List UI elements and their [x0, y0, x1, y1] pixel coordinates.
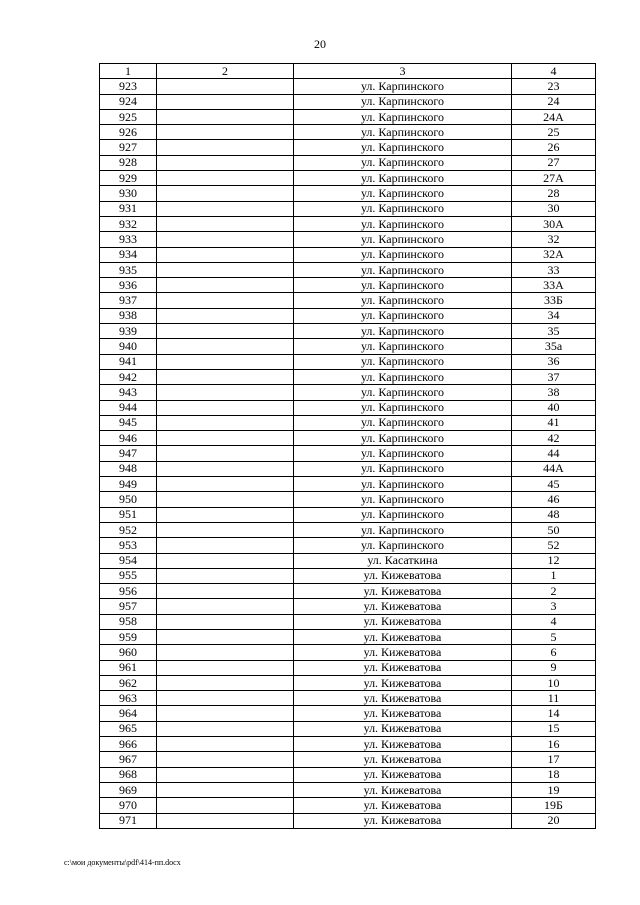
street-cell: ул. Карпинского — [294, 415, 512, 430]
house-number-cell: 33А — [512, 278, 596, 293]
empty-cell — [157, 278, 294, 293]
table-row — [100, 645, 596, 660]
row-number-cell: 960 — [100, 645, 157, 660]
street-cell: ул. Кижеватова — [294, 813, 512, 828]
table-row — [100, 782, 596, 797]
house-number-cell: 38 — [512, 385, 596, 400]
row-number-cell: 931 — [100, 201, 157, 216]
street-cell: ул. Кижеватова — [294, 767, 512, 782]
empty-cell — [157, 522, 294, 537]
table-row — [100, 614, 596, 629]
row-number-cell: 961 — [100, 660, 157, 675]
table-row — [100, 354, 596, 369]
house-number-cell: 27 — [512, 155, 596, 170]
street-cell: ул. Карпинского — [294, 385, 512, 400]
empty-cell — [157, 324, 294, 339]
table-row — [100, 813, 596, 828]
empty-cell — [157, 798, 294, 813]
house-number-cell: 15 — [512, 721, 596, 736]
table-row — [100, 706, 596, 721]
house-number-cell: 1 — [512, 568, 596, 583]
street-cell: ул. Карпинского — [294, 446, 512, 461]
table-row — [100, 216, 596, 231]
street-cell: ул. Карпинского — [294, 155, 512, 170]
empty-cell — [157, 645, 294, 660]
footer-file-path: c:\мои документы\pdf\414-пп.docx — [64, 858, 181, 867]
row-number-cell: 963 — [100, 691, 157, 706]
empty-cell — [157, 94, 294, 109]
table-row — [100, 522, 596, 537]
row-number-cell: 959 — [100, 629, 157, 644]
street-cell: ул. Карпинского — [294, 522, 512, 537]
house-number-cell: 35 — [512, 324, 596, 339]
empty-cell — [157, 752, 294, 767]
table-row — [100, 247, 596, 262]
empty-cell — [157, 385, 294, 400]
row-number-cell: 937 — [100, 293, 157, 308]
table-header-row — [100, 64, 596, 79]
street-cell: ул. Карпинского — [294, 538, 512, 553]
house-number-cell: 48 — [512, 507, 596, 522]
table-row — [100, 553, 596, 568]
row-number-cell: 934 — [100, 247, 157, 262]
empty-cell — [157, 400, 294, 415]
house-number-cell: 10 — [512, 675, 596, 690]
empty-cell — [157, 186, 294, 201]
street-cell: ул. Карпинского — [294, 308, 512, 323]
row-number-cell: 964 — [100, 706, 157, 721]
row-number-cell: 950 — [100, 492, 157, 507]
street-cell: ул. Кижеватова — [294, 798, 512, 813]
row-number-cell: 962 — [100, 675, 157, 690]
empty-cell — [157, 568, 294, 583]
table-row — [100, 79, 596, 94]
street-cell: ул. Карпинского — [294, 339, 512, 354]
row-number-cell: 967 — [100, 752, 157, 767]
row-number-cell: 945 — [100, 415, 157, 430]
street-cell: ул. Кижеватова — [294, 782, 512, 797]
house-number-cell: 9 — [512, 660, 596, 675]
row-number-cell: 958 — [100, 614, 157, 629]
house-number-cell: 34 — [512, 308, 596, 323]
row-number-cell: 952 — [100, 522, 157, 537]
street-cell: ул. Карпинского — [294, 293, 512, 308]
table-row — [100, 385, 596, 400]
house-number-cell: 32А — [512, 247, 596, 262]
table-row — [100, 584, 596, 599]
empty-cell — [157, 171, 294, 186]
table-row — [100, 369, 596, 384]
house-number-cell: 44А — [512, 461, 596, 476]
header-cell-col-4: 4 — [512, 64, 596, 79]
table-row — [100, 201, 596, 216]
empty-cell — [157, 538, 294, 553]
empty-cell — [157, 782, 294, 797]
page-number: 20 — [314, 37, 326, 51]
row-number-cell: 938 — [100, 308, 157, 323]
street-cell: ул. Карпинского — [294, 324, 512, 339]
empty-cell — [157, 721, 294, 736]
house-number-cell: 19Б — [512, 798, 596, 813]
header-cell-col-1: 1 — [100, 64, 157, 79]
house-number-cell: 28 — [512, 186, 596, 201]
street-cell: ул. Карпинского — [294, 232, 512, 247]
address-table — [99, 63, 596, 829]
table-row — [100, 507, 596, 522]
row-number-cell: 944 — [100, 400, 157, 415]
house-number-cell: 2 — [512, 584, 596, 599]
empty-cell — [157, 415, 294, 430]
table-row — [100, 477, 596, 492]
house-number-cell: 36 — [512, 354, 596, 369]
empty-cell — [157, 737, 294, 752]
table-row — [100, 400, 596, 415]
street-cell: ул. Касаткина — [294, 553, 512, 568]
house-number-cell: 30А — [512, 216, 596, 231]
house-number-cell: 24А — [512, 109, 596, 124]
row-number-cell: 936 — [100, 278, 157, 293]
row-number-cell: 943 — [100, 385, 157, 400]
table-row — [100, 798, 596, 813]
street-cell: ул. Карпинского — [294, 94, 512, 109]
empty-cell — [157, 216, 294, 231]
house-number-cell: 4 — [512, 614, 596, 629]
street-cell: ул. Кижеватова — [294, 660, 512, 675]
house-number-cell: 52 — [512, 538, 596, 553]
empty-cell — [157, 507, 294, 522]
street-cell: ул. Карпинского — [294, 140, 512, 155]
empty-cell — [157, 477, 294, 492]
empty-cell — [157, 354, 294, 369]
row-number-cell: 925 — [100, 109, 157, 124]
table-row — [100, 155, 596, 170]
row-number-cell: 946 — [100, 431, 157, 446]
row-number-cell: 941 — [100, 354, 157, 369]
table-row — [100, 339, 596, 354]
house-number-cell: 6 — [512, 645, 596, 660]
row-number-cell: 956 — [100, 584, 157, 599]
empty-cell — [157, 247, 294, 262]
street-cell: ул. Карпинского — [294, 492, 512, 507]
street-cell: ул. Карпинского — [294, 262, 512, 277]
table-row — [100, 767, 596, 782]
table-row — [100, 492, 596, 507]
street-cell: ул. Кижеватова — [294, 614, 512, 629]
house-number-cell: 20 — [512, 813, 596, 828]
row-number-cell: 927 — [100, 140, 157, 155]
house-number-cell: 44 — [512, 446, 596, 461]
table-row — [100, 737, 596, 752]
house-number-cell: 24 — [512, 94, 596, 109]
table-row — [100, 660, 596, 675]
street-cell: ул. Карпинского — [294, 201, 512, 216]
empty-cell — [157, 675, 294, 690]
row-number-cell: 954 — [100, 553, 157, 568]
table-row — [100, 691, 596, 706]
row-number-cell: 933 — [100, 232, 157, 247]
house-number-cell: 19 — [512, 782, 596, 797]
table-row — [100, 599, 596, 614]
row-number-cell: 947 — [100, 446, 157, 461]
street-cell: ул. Кижеватова — [294, 721, 512, 736]
empty-cell — [157, 660, 294, 675]
empty-cell — [157, 339, 294, 354]
row-number-cell: 949 — [100, 477, 157, 492]
row-number-cell: 932 — [100, 216, 157, 231]
house-number-cell: 26 — [512, 140, 596, 155]
street-cell: ул. Карпинского — [294, 461, 512, 476]
street-cell: ул. Кижеватова — [294, 584, 512, 599]
row-number-cell: 942 — [100, 369, 157, 384]
street-cell: ул. Карпинского — [294, 477, 512, 492]
table-row — [100, 752, 596, 767]
table-row — [100, 125, 596, 140]
row-number-cell: 965 — [100, 721, 157, 736]
row-number-cell: 953 — [100, 538, 157, 553]
house-number-cell: 12 — [512, 553, 596, 568]
street-cell: ул. Кижеватова — [294, 675, 512, 690]
empty-cell — [157, 431, 294, 446]
table-row — [100, 278, 596, 293]
empty-cell — [157, 79, 294, 94]
street-cell: ул. Карпинского — [294, 171, 512, 186]
row-number-cell: 957 — [100, 599, 157, 614]
address-table-body — [100, 64, 596, 829]
house-number-cell: 16 — [512, 737, 596, 752]
house-number-cell: 41 — [512, 415, 596, 430]
table-row — [100, 629, 596, 644]
empty-cell — [157, 369, 294, 384]
table-row — [100, 293, 596, 308]
table-row — [100, 568, 596, 583]
table-row — [100, 461, 596, 476]
street-cell: ул. Кижеватова — [294, 645, 512, 660]
empty-cell — [157, 155, 294, 170]
house-number-cell: 35а — [512, 339, 596, 354]
row-number-cell: 940 — [100, 339, 157, 354]
street-cell: ул. Кижеватова — [294, 737, 512, 752]
table-row — [100, 171, 596, 186]
house-number-cell: 45 — [512, 477, 596, 492]
street-cell: ул. Карпинского — [294, 400, 512, 415]
empty-cell — [157, 706, 294, 721]
street-cell: ул. Кижеватова — [294, 629, 512, 644]
table-row — [100, 675, 596, 690]
empty-cell — [157, 813, 294, 828]
house-number-cell: 23 — [512, 79, 596, 94]
row-number-cell: 926 — [100, 125, 157, 140]
house-number-cell: 42 — [512, 431, 596, 446]
house-number-cell: 3 — [512, 599, 596, 614]
table-row — [100, 186, 596, 201]
street-cell: ул. Кижеватова — [294, 599, 512, 614]
header-cell-col-3: 3 — [294, 64, 512, 79]
empty-cell — [157, 767, 294, 782]
row-number-cell: 969 — [100, 782, 157, 797]
house-number-cell: 33 — [512, 262, 596, 277]
empty-cell — [157, 629, 294, 644]
street-cell: ул. Карпинского — [294, 247, 512, 262]
row-number-cell: 939 — [100, 324, 157, 339]
table-row — [100, 721, 596, 736]
row-number-cell: 971 — [100, 813, 157, 828]
table-row — [100, 109, 596, 124]
street-cell: ул. Карпинского — [294, 369, 512, 384]
row-number-cell: 929 — [100, 171, 157, 186]
row-number-cell: 948 — [100, 461, 157, 476]
row-number-cell: 955 — [100, 568, 157, 583]
street-cell: ул. Карпинского — [294, 354, 512, 369]
house-number-cell: 5 — [512, 629, 596, 644]
street-cell: ул. Карпинского — [294, 79, 512, 94]
empty-cell — [157, 232, 294, 247]
empty-cell — [157, 492, 294, 507]
house-number-cell: 25 — [512, 125, 596, 140]
header-cell-col-2: 2 — [157, 64, 294, 79]
table-row — [100, 446, 596, 461]
row-number-cell: 966 — [100, 737, 157, 752]
row-number-cell: 924 — [100, 94, 157, 109]
street-cell: ул. Карпинского — [294, 186, 512, 201]
street-cell: ул. Кижеватова — [294, 752, 512, 767]
table-row — [100, 538, 596, 553]
street-cell: ул. Карпинского — [294, 507, 512, 522]
row-number-cell: 923 — [100, 79, 157, 94]
empty-cell — [157, 599, 294, 614]
house-number-cell: 17 — [512, 752, 596, 767]
empty-cell — [157, 293, 294, 308]
house-number-cell: 40 — [512, 400, 596, 415]
table-row — [100, 140, 596, 155]
table-row — [100, 324, 596, 339]
street-cell: ул. Карпинского — [294, 278, 512, 293]
house-number-cell: 18 — [512, 767, 596, 782]
empty-cell — [157, 446, 294, 461]
empty-cell — [157, 140, 294, 155]
street-cell: ул. Кижеватова — [294, 568, 512, 583]
house-number-cell: 32 — [512, 232, 596, 247]
empty-cell — [157, 614, 294, 629]
row-number-cell: 928 — [100, 155, 157, 170]
empty-cell — [157, 691, 294, 706]
house-number-cell: 33Б — [512, 293, 596, 308]
street-cell: ул. Кижеватова — [294, 706, 512, 721]
empty-cell — [157, 262, 294, 277]
street-cell: ул. Карпинского — [294, 125, 512, 140]
table-row — [100, 232, 596, 247]
table-row — [100, 415, 596, 430]
empty-cell — [157, 201, 294, 216]
empty-cell — [157, 308, 294, 323]
table-row — [100, 431, 596, 446]
street-cell: ул. Кижеватова — [294, 691, 512, 706]
house-number-cell: 50 — [512, 522, 596, 537]
row-number-cell: 935 — [100, 262, 157, 277]
house-number-cell: 46 — [512, 492, 596, 507]
empty-cell — [157, 553, 294, 568]
table-row — [100, 94, 596, 109]
street-cell: ул. Карпинского — [294, 431, 512, 446]
empty-cell — [157, 109, 294, 124]
row-number-cell: 970 — [100, 798, 157, 813]
empty-cell — [157, 461, 294, 476]
house-number-cell: 11 — [512, 691, 596, 706]
house-number-cell: 37 — [512, 369, 596, 384]
row-number-cell: 968 — [100, 767, 157, 782]
empty-cell — [157, 584, 294, 599]
house-number-cell: 27А — [512, 171, 596, 186]
street-cell: ул. Карпинского — [294, 216, 512, 231]
empty-cell — [157, 125, 294, 140]
house-number-cell: 30 — [512, 201, 596, 216]
table-row — [100, 308, 596, 323]
row-number-cell: 951 — [100, 507, 157, 522]
table-row — [100, 262, 596, 277]
street-cell: ул. Карпинского — [294, 109, 512, 124]
house-number-cell: 14 — [512, 706, 596, 721]
row-number-cell: 930 — [100, 186, 157, 201]
